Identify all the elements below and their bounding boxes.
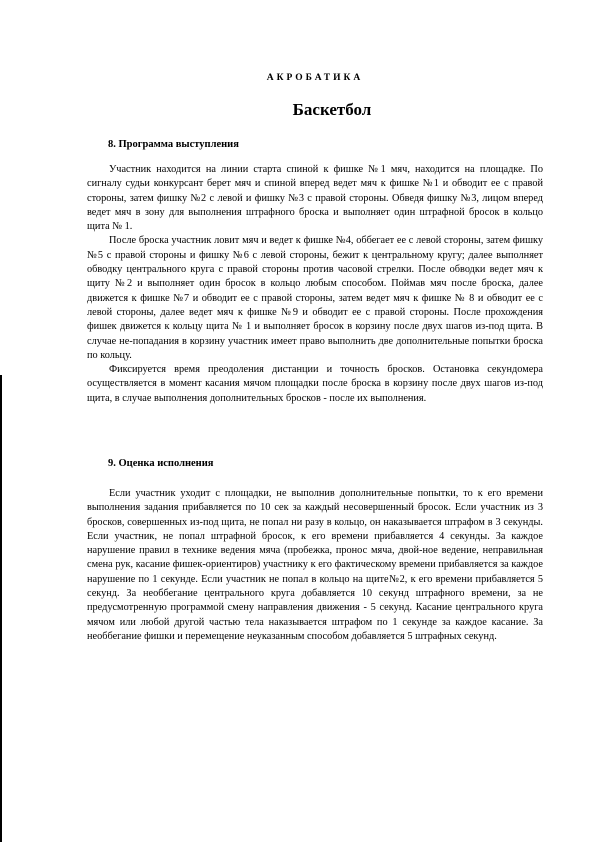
section-8-paragraph-2: После броска участник ловит мяч и ведет к фишке №4, оббегает ее с левой стороны, затем фишку №5 с правой стороны и фишку №6 с левой стороны, бежит к центральному кругу; далее выполняет обводку центрального круга с правой стороны против часовой стрелки. После обводки ведет мяч к щиту №2 и выполняет один бросок в кольцо любым способом. Поймав мяч после броска, далее движется к фишке №7 и обводит ее с правой стороны, затем ведет мяч к фишке № 8 и обводит ее с левой стороны, далее ведет мяч к фишке №9 и обводит ее с правой стороны. После прохождения фишек движется к кольцу щита № 1 и выполняет бросок в корзину после двух шагов из-под щита. В случае не-попадания в корзину участник имеет право выполнить две дополнительные попытки броска по кольцу. xyxy=(87,235,543,361)
section-8-body xyxy=(87,163,543,406)
section-9-paragraph-1: Если участник уходит с площадки, не выполнив дополнительные попытки, то к его времени выполнения задания прибавляется по 10 сек за каждый несовершенный бросок. Если участник из 3 бросков, совершенных из-под щита, не попал ни разу в кольцо, он наказывается штрафом в 3 секунды. Если участник, не попал штрафной бросок, к его времени прибавляется 4 секунды. За каждое нарушение правил в технике ведения мяча (пробежка, пронос мяча, двой-ное ведение, неправильная смена рук, касание фишек-ориентиров) участнику к его фактическому времени прибавляется за каждое нарушение по 1 секунде. Если участник не попал в кольцо на щите№2, к его времени прибавляется 5 секунд. За необбегание центрального круга добавляется 10 секунд штрафного времени, за не предусмотренную программой смену направления движения - 5 секунд. Касание центрального круга мячом или любой другой частью тела наказывается штрафом по 1 секунде за каждое касание. За необбегание фишки и перемещение неуказанным способом добавляется 5 штрафных секунд. xyxy=(87,488,543,642)
page-title: Баскетбол xyxy=(292,100,372,119)
section-8-heading: 8. Программа выступления xyxy=(108,139,239,150)
section-9-body xyxy=(87,487,543,644)
section-8-paragraph-3: Фиксируется время преодоления дистанции и точность бросков. Остановка секундомера осуществляется в момент касания мячом площадки после броска в корзину после двух шагов из-под щита, в случае выполнения дополнительных бросков - после их выполнения. xyxy=(87,364,543,404)
section-9-heading: 9. Оценка исполнения xyxy=(108,458,214,469)
page-edge-line xyxy=(0,375,2,842)
section-8-paragraph-1: Участник находится на линии старта спиной к фишке №1 мяч, находится на площадке. По сигналу судьи конкурсант берет мяч и спиной вперед ведет мяч к фишке №1 и обводит ее с правой стороны, затем фишку №2 с левой и фишку №3 с правой стороны. Обведя фишку №3, лицом вперед ведет мяч в зону для выполнения штрафного броска и выполняет один штрафной бросок в кольцо щита № 1. xyxy=(87,164,543,233)
section-label: АКРОБАТИКА xyxy=(266,73,364,83)
